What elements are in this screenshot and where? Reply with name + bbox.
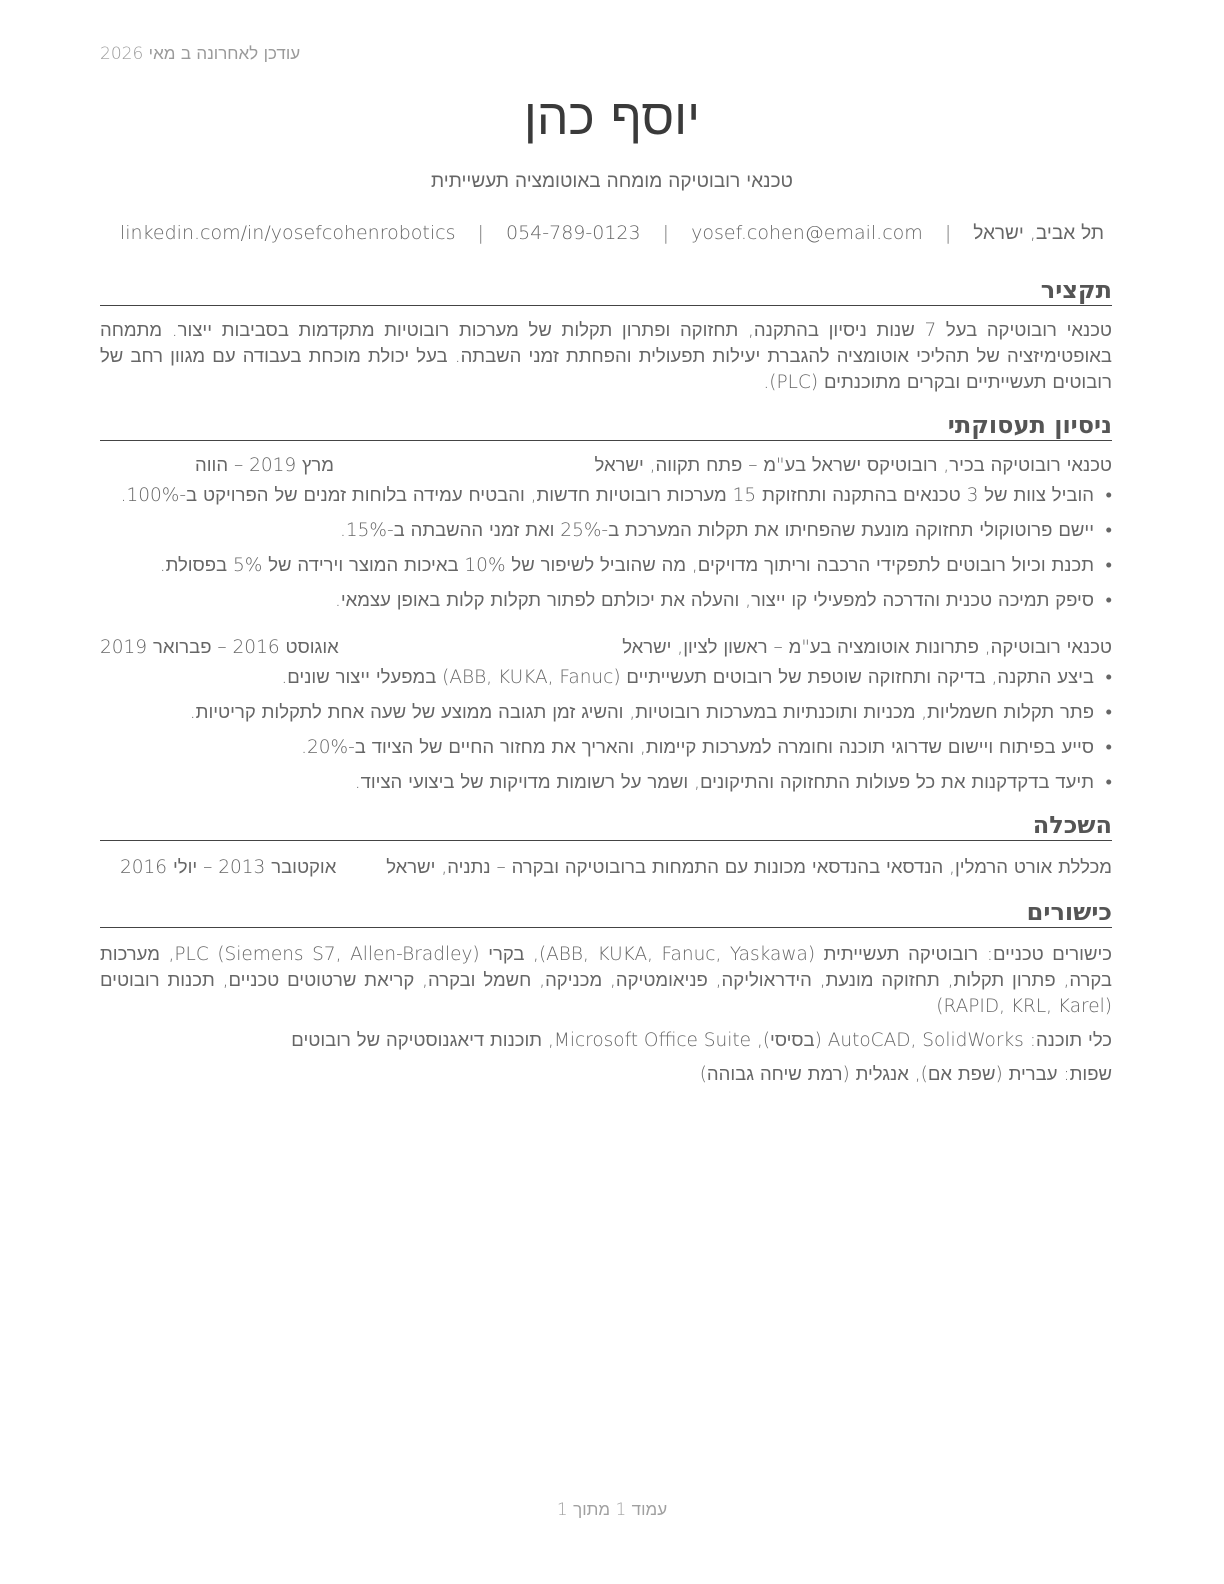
education-institution: מכללת אורט הרמלין, הנדסאי בהנדסאי מכונות עם התמחות ברובוטיקה ובקרה – נתניה, ישראל — [386, 857, 1112, 878]
job-entry — [100, 453, 1112, 614]
contact-phone: 054-789-0123 — [506, 222, 641, 244]
candidate-headline: טכנאי רובוטיקה מומחה באוטומציה תעשייתית — [431, 170, 793, 192]
contact-location: תל אביב, ישראל — [973, 222, 1104, 244]
job-header — [100, 635, 1112, 661]
contact-separator: | — [944, 222, 952, 244]
contact-email-link[interactable]: yosef.cohen@email.com — [691, 222, 923, 244]
candidate-name: יוסף כהן — [523, 88, 701, 146]
job-bullet: • פתר תקלות חשמליות, מכניות ותוכנתיות במערכות רובוטיות, והשיג זמן תגובה ממוצע של שעה אחת לתקלות קריטיות. — [100, 700, 1112, 726]
section-title-skills: כישורים — [100, 897, 1112, 928]
contact-linkedin-link[interactable]: linkedin.com/in/yosefcohenrobotics — [119, 222, 456, 244]
section-title-education: השכלה — [100, 810, 1112, 841]
job-dates: אוגוסט 2016 – פברואר 2019 — [100, 637, 339, 658]
job-bullet: • סייע בפיתוח ויישום שדרוגי תוכנה וחומרה למערכות קיימות, והאריך את מחזור החיים של הציוד ב-20%. — [100, 735, 1112, 761]
job-entry — [100, 635, 1112, 796]
job-header — [100, 453, 1112, 479]
resume-content — [100, 275, 1112, 1096]
skills-technical: כישורים טכניים: רובוטיקה תעשייתית (ABB, KUKA, Fanuc, Yaskawa), בקרי PLC (Siemens S7, Allen-Bradley), מערכות בקרה, פתרון תקלות, תחזוקה מונעת, הידראוליקה, פניאומטיקה, מכניקה, חשמל ובקרה, קריאת שרטוטים טכניים, תכנות רובוטים (RAPID, KRL, Karel) — [100, 944, 1112, 1017]
last-updated-note: עודכן לאחרונה ב מאי 2026 — [100, 44, 301, 64]
job-bullet: • תיעד בדקדקנות את כל פעולות התחזוקה והתיקונים, ושמר על רשומות מדויקות של ביצועי הציוד. — [100, 770, 1112, 796]
spacer — [100, 623, 1112, 635]
job-bullet: • ביצע התקנה, בדיקה ותחזוקה שוטפת של רובוטים תעשייתיים (ABB, KUKA, Fanuc) במפעלי ייצור שונים. — [100, 665, 1112, 691]
contact-separator: | — [662, 222, 670, 244]
education-dates: אוקטובר 2013 – יולי 2016 — [120, 857, 337, 878]
job-dates: מרץ 2019 – הווה — [195, 455, 334, 476]
job-bullet: • יישם פרוטוקולי תחזוקה מונעת שהפחיתו את תקלות המערכת ב-25% ואת זמני ההשבתה ב-15%. — [100, 518, 1112, 544]
job-title: טכנאי רובוטיקה בכיר, רובוטיקס ישראל בע"מ – פתח תקווה, ישראל — [594, 455, 1112, 476]
job-bullet: • תכנת וכיול רובוטים לתפקידי הרכבה וריתוך מדויקים, מה שהוביל לשיפור של 10% באיכות המוצר וירידה של 5% בפסולת. — [100, 553, 1112, 579]
job-bullet: • סיפק תמיכה טכנית והדרכה למפעילי קו ייצור, והעלה את יכולתם לפתור תקלות קלות באופן עצמאי. — [100, 588, 1112, 614]
skills-software: כלי תוכנה: AutoCAD, SolidWorks (בסיסי), Microsoft Office Suite, תוכנות דיאגנוסטיקה של רובוטים — [291, 1030, 1112, 1051]
skills-languages: שפות: עברית (שפת אם), אנגלית (רמת שיחה גבוהה) — [699, 1064, 1112, 1085]
contact-line — [100, 222, 1124, 245]
summary-paragraph: טכנאי רובוטיקה בעל 7 שנות ניסיון בהתקנה, תחזוקה ופתרון תקלות של מערכות רובוטיות מתקדמות בסביבות ייצור. מתמחה באופטימיזציה של תהליכי אוטומציה להגברת יעילות תפעולית והפחתת זמני השבתה. בעל יכולת מוכחת בעבודה עם מגוון רחב של רובוטים תעשייתיים ובקרים מתוכנתים (PLC). — [100, 320, 1112, 393]
job-title: טכנאי רובוטיקה, פתרונות אוטומציה בע"מ – ראשון לציון, ישראל — [622, 637, 1112, 658]
contact-separator: | — [477, 222, 484, 244]
section-title-summary: תקציר — [100, 275, 1112, 306]
education-entry — [100, 855, 1112, 881]
job-bullet: • הוביל צוות של 3 טכנאים בהתקנה ותחזוקת 15 מערכות רובוטיות חדשות, והבטיח עמידה בלוחות זמנים של הפרויקט ב-100%. — [100, 483, 1112, 509]
job-bullets — [100, 665, 1112, 796]
page-number: עמוד 1 מתוך 1 — [556, 1500, 668, 1520]
job-bullets — [100, 483, 1112, 614]
section-title-experience: ניסיון תעסוקתי — [100, 410, 1112, 441]
